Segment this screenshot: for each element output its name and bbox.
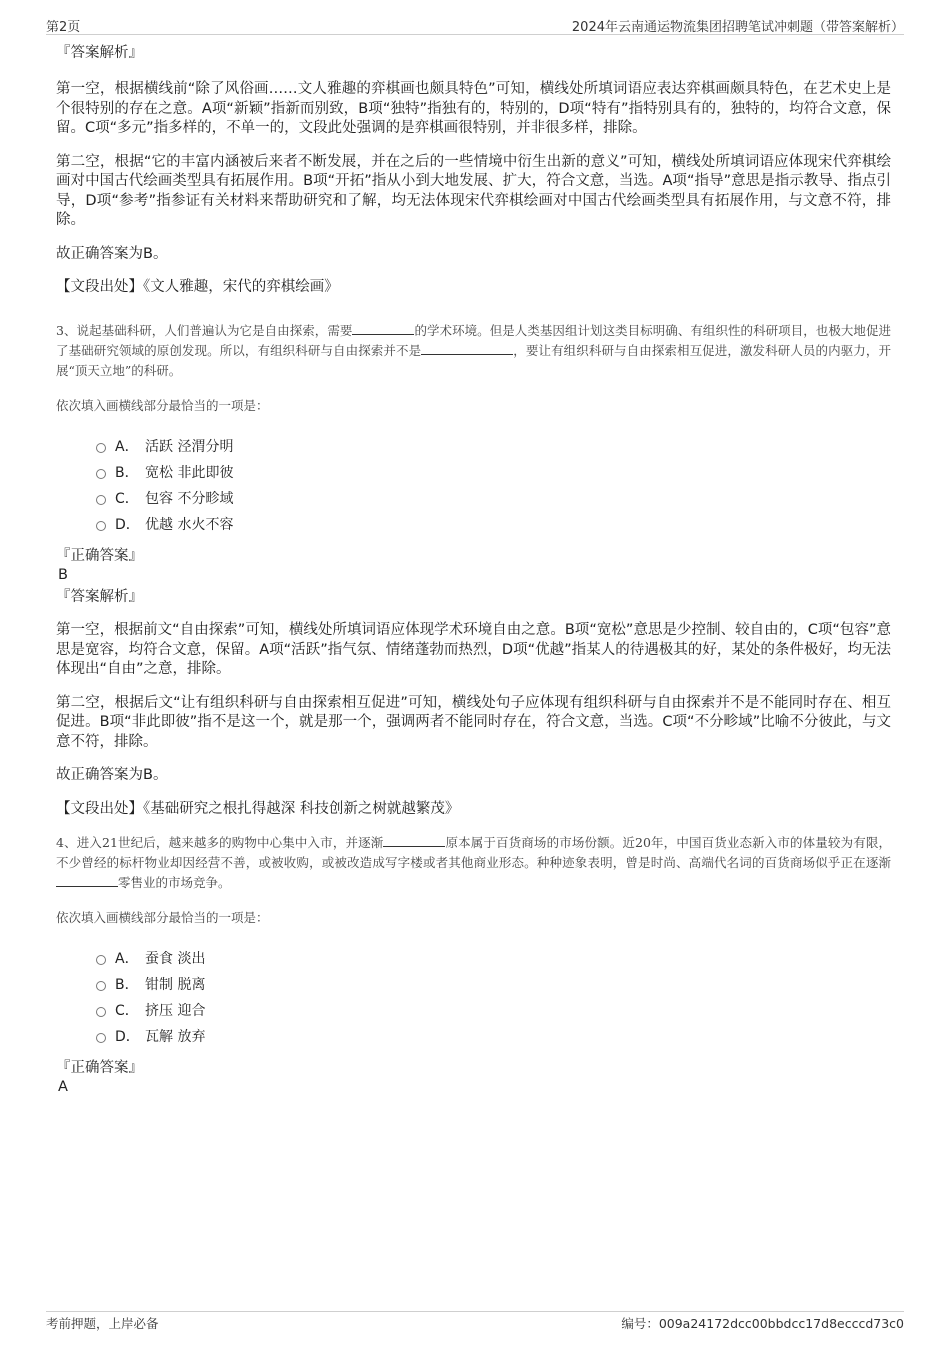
q4-answer: A: [58, 1078, 68, 1095]
document-title: 2024年云南通运物流集团招聘笔试冲刺题（带答案解析）: [571, 20, 904, 35]
q4-prompt: 依次填入画横线部分最恰当的一项是：: [56, 909, 269, 925]
radio-icon[interactable]: [96, 495, 106, 505]
radio-icon[interactable]: [96, 955, 106, 965]
q3-answer-label: 『正确答案』: [56, 548, 143, 564]
footer-slogan: 考前押题，上岸必备: [46, 1316, 159, 1331]
radio-icon[interactable]: [96, 469, 106, 479]
q4-blank-2: [56, 874, 118, 887]
page-header: [46, 14, 904, 35]
q3-options: [96, 433, 891, 537]
q4-option-c[interactable]: C． 挤压 迎合: [96, 997, 891, 1023]
q3-option-d[interactable]: D． 优越 水火不容: [96, 511, 891, 537]
q2-analysis-paragraph-1: 第一空，根据横线前“除了风俗画……文人雅趣的弈棋画也颇具特色”可知，横线处所填词语应表达弈棋画颇具特色，在艺术史上是个很特别的存在之意。A项“新颖”指新而别致，B项“独特”指独有的，特别的，D项“特有”指特别具有的，独特的，均符合文意，保留。C项“多元”指多样的，不单一的，文段此处强调的是弈棋画很特别，并非很多样，排除。: [56, 81, 891, 136]
q4-option-a[interactable]: A． 蚕食 淡出: [96, 945, 891, 971]
q3-answer: B: [58, 567, 68, 583]
q2-source: 【文段出处】《文人雅趣，宋代的弈棋绘画》: [56, 279, 339, 295]
q4-options: [96, 945, 891, 1049]
footer-document-id: 编号：009a24172dcc00bbdcc17d8ecccd73c0: [621, 1316, 904, 1331]
radio-icon[interactable]: [96, 1033, 106, 1043]
q3-blank-2: [421, 342, 513, 355]
q3-option-a[interactable]: A． 活跃 泾渭分明: [96, 433, 891, 459]
q3-analysis-label: 『答案解析』: [56, 589, 143, 605]
q3-option-c[interactable]: C． 包容 不分畛域: [96, 485, 891, 511]
document-body: [56, 44, 891, 1100]
q3-blank-1: [352, 322, 414, 335]
q3-analysis-paragraph-2: 第二空，根据后文“让有组织科研与自由探索相互促进”可知，横线处句子应体现有组织科研与自由探索并不是不能同时存在、相互促进。B项“非此即彼”指不是这一个，就是那一个，强调两者不能同时存在，符合文意，当选。C项“不分畛域”比喻不分彼此，与文意不符，排除。: [56, 694, 891, 750]
q2-analysis-label: 『答案解析』: [56, 45, 143, 61]
q4-option-d[interactable]: D． 瓦解 放弃: [96, 1023, 891, 1049]
q3-conclusion: 故正确答案为B。: [56, 767, 168, 783]
q4-stem: 4、进入21世纪后，越来越多的购物中心集中入市，并逐渐 原本属于百货商场的市场份额。近20年，中国百货业态新入市的体量较为有限，不少曾经的标杆物业却因经营不善，或被收购，或被改造成写字楼或者其他商业形态。种种迹象表明，曾是时尚、高端代名词的百货商场似乎正在逐渐零售业的市场竞争。: [56, 834, 891, 890]
radio-icon[interactable]: [96, 443, 106, 453]
q4-option-b[interactable]: B． 钳制 脱离: [96, 971, 891, 997]
q3-option-b[interactable]: B． 宽松 非此即彼: [96, 459, 891, 485]
page-number: 第2页: [46, 20, 81, 35]
radio-icon[interactable]: [96, 521, 106, 531]
q3-analysis-paragraph-1: 第一空，根据前文“自由探索”可知，横线处所填词语应体现学术环境自由之意。B项“宽松”意思是少控制、较自由的，C项“包容”意思是宽容，均符合文意，保留。A项“活跃”指气氛、情绪蓬勃而热烈，D项“优越”指某人的待遇极其的好，某处的条件极好，均无法体现出“自由”之意，排除。: [56, 622, 891, 677]
radio-icon[interactable]: [96, 981, 106, 991]
q3-stem: 3、说起基础科研，人们普遍认为它是自由探索，需要 的学术环境。但是人类基因组计划这类目标明确、有组织性的科研项目，也极大地促进了基础研究领域的原创发现。所以，有组织科研与自由探索并不是 ，要让有组织科研与自由探索相互促进，激发科研人员的内驱力，开展“顶天立地”的科研。: [56, 323, 891, 378]
q2-analysis-paragraph-2: 第二空，根据“它的丰富内涵被后来者不断发展，并在之后的一些情境中衍生出新的意义”可知，横线处所填词语应体现宋代弈棋绘画对中国古代绘画类型具有拓展作用。B项“开拓”指从小到大地发展、扩大，符合文意，当选。A项“指导”意思是指示教导、指点引导，D项“参考”指参证有关材料来帮助研究和了解，均无法体现宋代弈棋绘画对中国古代绘画类型具有拓展作用，与文意不符，排除。: [56, 153, 891, 228]
q4-answer-label: 『正确答案』: [56, 1059, 143, 1076]
page-footer: [46, 1311, 904, 1331]
q3-prompt: 依次填入画横线部分最恰当的一项是：: [56, 398, 269, 413]
q3-source: 【文段出处】《基础研究之根扎得越深 科技创新之树就越繁茂》: [56, 800, 460, 817]
q4-blank-1: [383, 834, 445, 847]
radio-icon[interactable]: [96, 1007, 106, 1017]
q2-conclusion: 故正确答案为B。: [56, 245, 168, 262]
